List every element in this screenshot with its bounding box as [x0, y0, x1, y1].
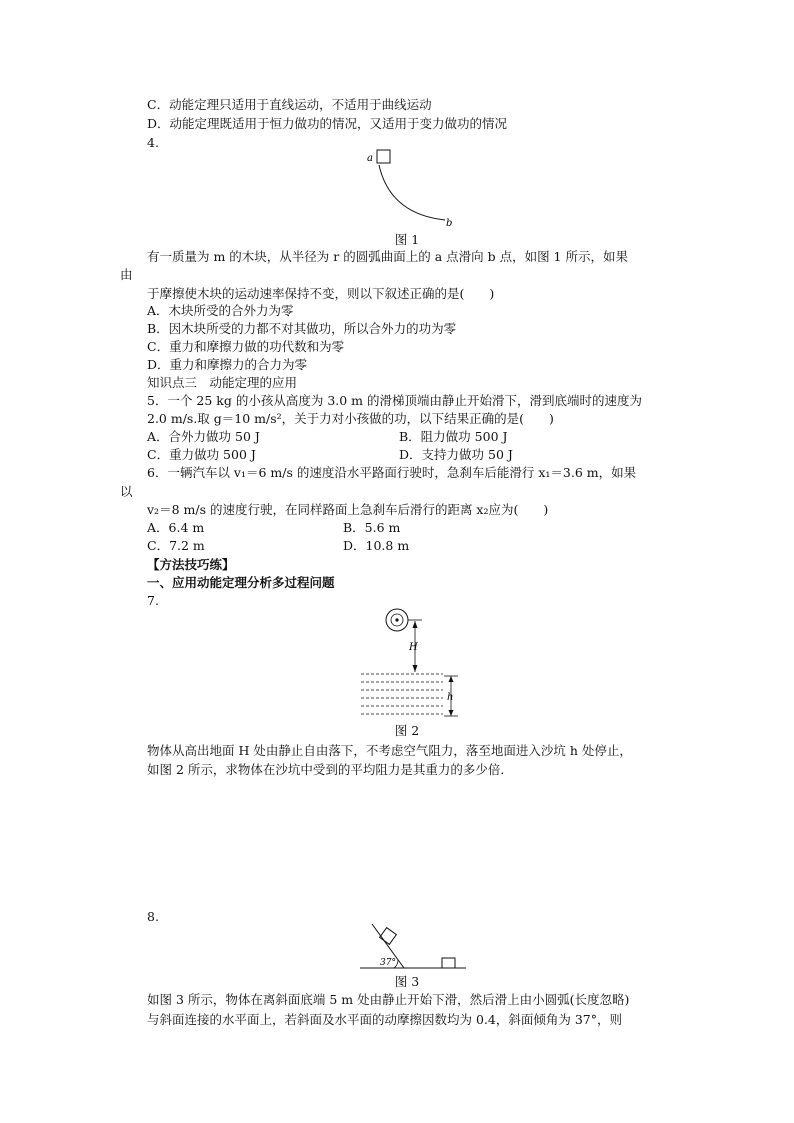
figure-2-caption: 图 2 — [394, 723, 420, 738]
ball-center-dot — [395, 618, 398, 621]
q4-stem-line2: 于摩擦使木块的运动速率保持不变，则以下叙述正确的是( ) — [147, 286, 495, 301]
q7-stem-line1: 物体从高出地面 H 处由静止自由落下，不考虑空气阻力，落至地面进入沙坑 h 处停止， — [147, 743, 632, 758]
method-subtitle: 一、应用动能定理分析多过程问题 — [147, 575, 335, 590]
arrow-head-down — [413, 665, 418, 672]
label-h: h — [447, 692, 454, 703]
q5-stem-line1: 5．一个 25 kg 的小孩从高度为 3.0 m 的滑梯顶端由静止开始滑下，滑到底端时的速度为 — [147, 393, 643, 408]
label-H: H — [409, 642, 418, 653]
q8-stem-line2: 与斜面连接的水平面上，若斜面及水平面的动摩擦因数均为 0.4，斜面倾角为 37°，则 — [147, 1012, 622, 1027]
arc-curve — [379, 165, 445, 220]
point-a-label: a — [367, 153, 373, 164]
q3-option-c: C．动能定理只适用于直线运动，不适用于曲线运动 — [147, 97, 432, 112]
q6-option-d: D．10.8 m — [343, 538, 410, 553]
q6-stem-line2: v₂＝8 m/s 的速度行驶，在同样路面上急刹车后滑行的距离 x₂应为( ) — [147, 502, 549, 517]
q3-option-d: D．动能定理既适用于恒力做功的情况，又适用于变力做功的情况 — [147, 116, 508, 131]
method-title: 【方法技巧练】 — [147, 557, 235, 572]
q5-option-b: B．阻力做功 500 J — [399, 429, 508, 444]
q4-stem-wrap: 由 — [120, 267, 133, 282]
q7-number: 7. — [147, 593, 159, 608]
q5-stem-line2: 2.0 m/s.取 g＝10 m/s²，关于力对小孩做的功，以下结果正确的是( ) — [147, 411, 554, 426]
q8-number: 8. — [147, 909, 159, 924]
depth-arrow-head-up — [449, 676, 454, 682]
figure-1-caption: 图 1 — [394, 232, 420, 247]
q7-stem-line2: 如图 2 所示，求物体在沙坑中受到的平均阻力是其重力的多少倍． — [147, 762, 513, 777]
q4-option-a: A．木块所受的合外力为零 — [147, 303, 294, 318]
q5-option-c: C．重力做功 500 J — [147, 447, 256, 462]
block-square — [377, 150, 390, 163]
q5-option-a: A．合外力做功 50 J — [147, 429, 260, 444]
section-heading: 知识点三 动能定理的应用 — [147, 375, 298, 390]
figure-3-incline-diagram — [358, 918, 470, 974]
q4-option-c: C．重力和摩擦力做的功代数和为零 — [147, 339, 345, 354]
q6-stem-line1: 6．一辆汽车以 v₁＝6 m/s 的速度沿水平路面行驶时，急刹车后能滑行 x₁＝3.6 m，如果 — [147, 465, 637, 480]
q6-stem-wrap: 以 — [120, 484, 133, 499]
figure-1-arc-diagram — [360, 146, 470, 230]
block-on-incline — [380, 928, 397, 945]
q4-option-d: D．重力和摩擦力的合力为零 — [147, 357, 308, 372]
figure-2-sandpit-diagram — [355, 603, 465, 721]
q6-option-b: B．5.6 m — [343, 520, 401, 535]
depth-arrow-head-down — [449, 710, 454, 716]
arrow-head-up — [413, 621, 418, 628]
block-on-ground — [442, 958, 455, 968]
q4-stem-line1: 有一质量为 m 的木块，从半径为 r 的圆弧曲面上的 a 点滑向 b 点，如图 1 所示，如果 — [147, 249, 628, 264]
q4-number: 4. — [147, 135, 159, 150]
q5-option-d: D．支持力做功 50 J — [399, 447, 513, 462]
figure-3-caption: 图 3 — [394, 974, 420, 989]
angle-label: 37° — [380, 958, 396, 968]
q6-option-c: C．7.2 m — [147, 538, 205, 553]
point-b-label: b — [446, 218, 453, 229]
q8-stem-line1: 如图 3 所示，物体在离斜面底端 5 m 处由静止开始下滑，然后滑上由小圆弧(长度忽略) — [147, 992, 630, 1007]
q4-option-b: B．因木块所受的力都不对其做功，所以合外力的功为零 — [147, 321, 457, 336]
q6-option-a: A．6.4 m — [147, 520, 205, 535]
